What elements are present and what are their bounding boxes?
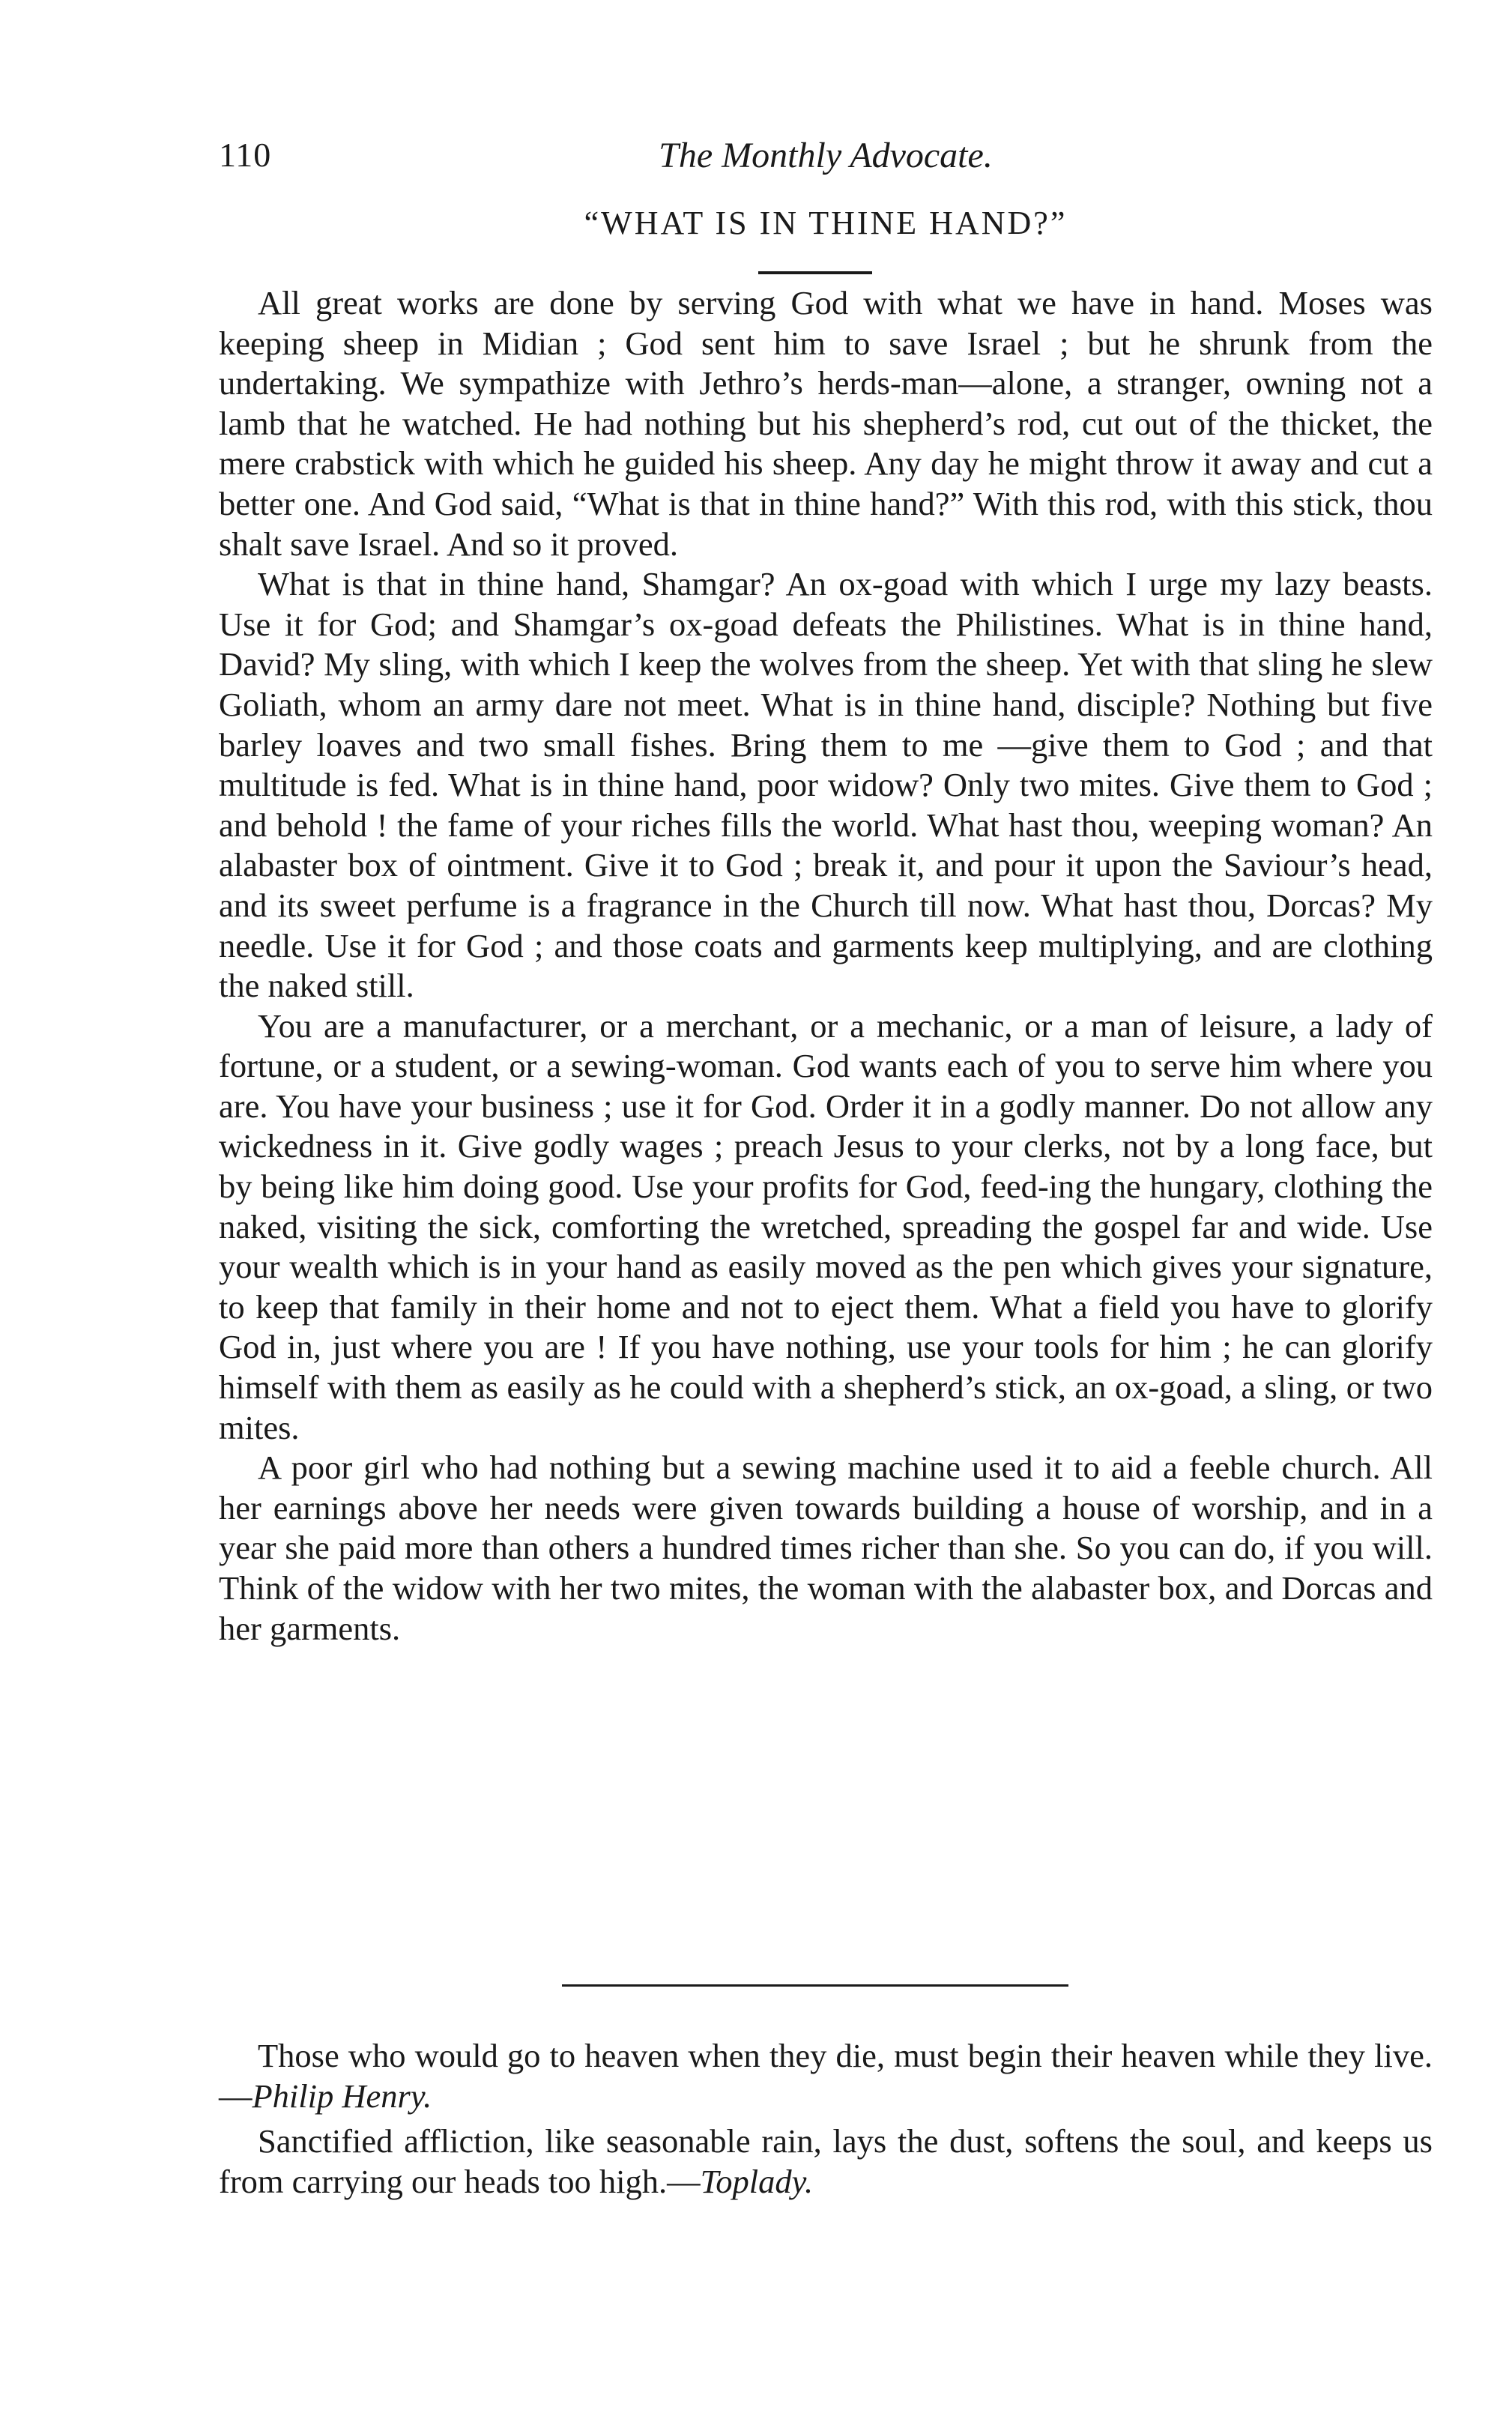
quotations	[219, 2035, 1433, 2206]
quote-text: Sanctified affliction, like seasonable rain, lays the dust, softens the soul, and keeps us from carrying our heads too high.—	[219, 2122, 1433, 2200]
article-title: “WHAT IS IN THINE HAND?”	[584, 205, 1068, 241]
paragraph: You are a manufacturer, or a merchant, or a mechanic, or a man of leisure, a lady of fortune, or a student, or a sewing-woman. God wants each of you to serve him where you are. You have your business ; use it for God. Order it in a godly manner. Do not allow any wickedness in it. Give godly wages ; preach Jesus to your clerks, not by a long face, but by being like him doing good. Use your profits for God, feed-ing the hungary, clothing the naked, visiting the sick, comforting the wretched, spreading the gospel far and wide. Use your wealth which is in your hand as easily moved as the pen which gives your signature, to keep that family in their home and not to eject them. What a field you have to glorify God in, just where you are ! If you have nothing, use your tools for him ; he can glorify himself with them as easily as he could with a shepherd’s stick, an ox-goad, a sling, or two mites.	[219, 1006, 1433, 1446]
paragraph: All great works are done by serving God with what we have in hand. Moses was keeping sheep in Midian ; God sent him to save Israel ; but he shrunk from the undertaking. We sympathize with Jethro’s herds-man—alone, a stranger, owning not a lamb that he watched. He had nothing but his shepherd’s rod, cut out of the thicket, the mere crabstick with which he guided his sheep. Any day he might throw it away and cut a better one. And God said, “What is that in thine hand?” With this rod, with this stick, thou shalt save Israel. And so it proved.	[219, 284, 1433, 563]
quote	[219, 2121, 1433, 2202]
paragraph: What is that in thine hand, Shamgar? An ox-goad with which I urge my lazy beasts. Use it for God; and Shamgar’s ox-goad defeats the Philistines. What is in thine hand, David? My sling, with which I keep the wolves from the sheep. Yet with that sling he slew Goliath, whom an army dare not meet. What is in thine hand, disciple? Nothing but five barley loaves and two small fishes. Bring them to me —give them to God ; and that multitude is fed. What is in thine hand, poor widow? Only two mites. Give them to God ; and behold ! the fame of your riches fills the world. What hast thou, weeping woman? An alabaster box of ointment. Give it to God ; break it, and pour it upon the Saviour’s head, and its sweet perfume is a fragrance in the Church till now. What hast thou, Dorcas? My needle. Use it for God ; and those coats and garments keep multiplying, and are clothing the naked still.	[219, 565, 1433, 1005]
quote-author: Toplady.	[700, 2163, 814, 2200]
quote-text: Those who would go to heaven when they die, must begin their heaven while they live.—	[219, 2037, 1433, 2115]
title-rule	[758, 271, 872, 274]
section-divider	[562, 1984, 1068, 1987]
running-head	[219, 135, 1433, 187]
article-body	[219, 283, 1433, 1649]
paragraph: A poor girl who had nothing but a sewing machine used it to aid a feeble church. All her earnings above her needs were given towards building a house of worship, and in a year she paid more than others a hundred times richer than she. So you can do, if you will. Think of the widow with her two mites, the woman with the alabaster box, and Dorcas and her garments.	[219, 1449, 1433, 1647]
journal-title: The Monthly Advocate.	[659, 136, 993, 175]
quote-author: Philip Henry.	[252, 2077, 432, 2115]
page-number: 110	[219, 136, 272, 174]
quote	[219, 2035, 1433, 2116]
